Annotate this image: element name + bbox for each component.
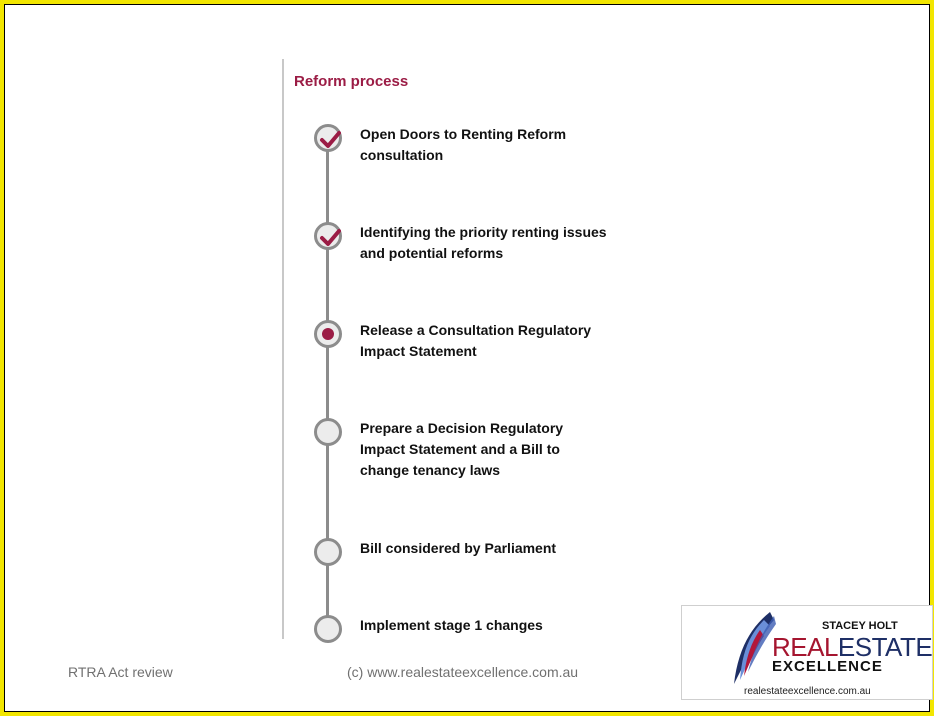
checkmark-icon <box>319 129 341 151</box>
step-4-pending-icon <box>314 418 342 446</box>
logo-url: realestateexcellence.com.au <box>744 686 871 697</box>
footer-copyright: (c) www.realestateexcellence.com.au <box>347 664 579 680</box>
step-4-label: Prepare a Decision Regulatory Impact Statement and a Bill to change tenancy laws <box>360 420 564 478</box>
company-logo <box>681 605 933 700</box>
footer-left-text: RTRA Act review <box>68 664 173 680</box>
step-5-pending-icon <box>314 538 342 566</box>
logo-brand-real: REAL <box>772 632 838 662</box>
step-6-pending-icon <box>314 615 342 643</box>
step-5-label: Bill considered by Parliament <box>360 540 557 556</box>
vertical-divider <box>282 59 284 639</box>
section-title: Reform process <box>294 73 409 90</box>
step-3-label: Release a Consultation Regulatory Impact Statement <box>360 322 592 359</box>
feather-icon <box>730 610 778 688</box>
current-dot-icon <box>322 328 334 340</box>
step-1-label: Open Doors to Renting Reform consultation <box>360 126 567 163</box>
logo-brand-line-2: EXCELLENCE <box>772 658 883 675</box>
checkmark-icon <box>319 227 341 249</box>
step-2-check-icon <box>314 222 342 250</box>
step-2-label: Identifying the priority renting issues and potential reforms <box>360 224 607 261</box>
logo-brand-estate: ESTATE <box>837 632 933 662</box>
logo-person-name: STACEY HOLT <box>822 620 898 632</box>
step-6-label: Implement stage 1 changes <box>360 617 543 633</box>
step-1-check-icon <box>314 124 342 152</box>
step-3-current-icon <box>314 320 342 348</box>
